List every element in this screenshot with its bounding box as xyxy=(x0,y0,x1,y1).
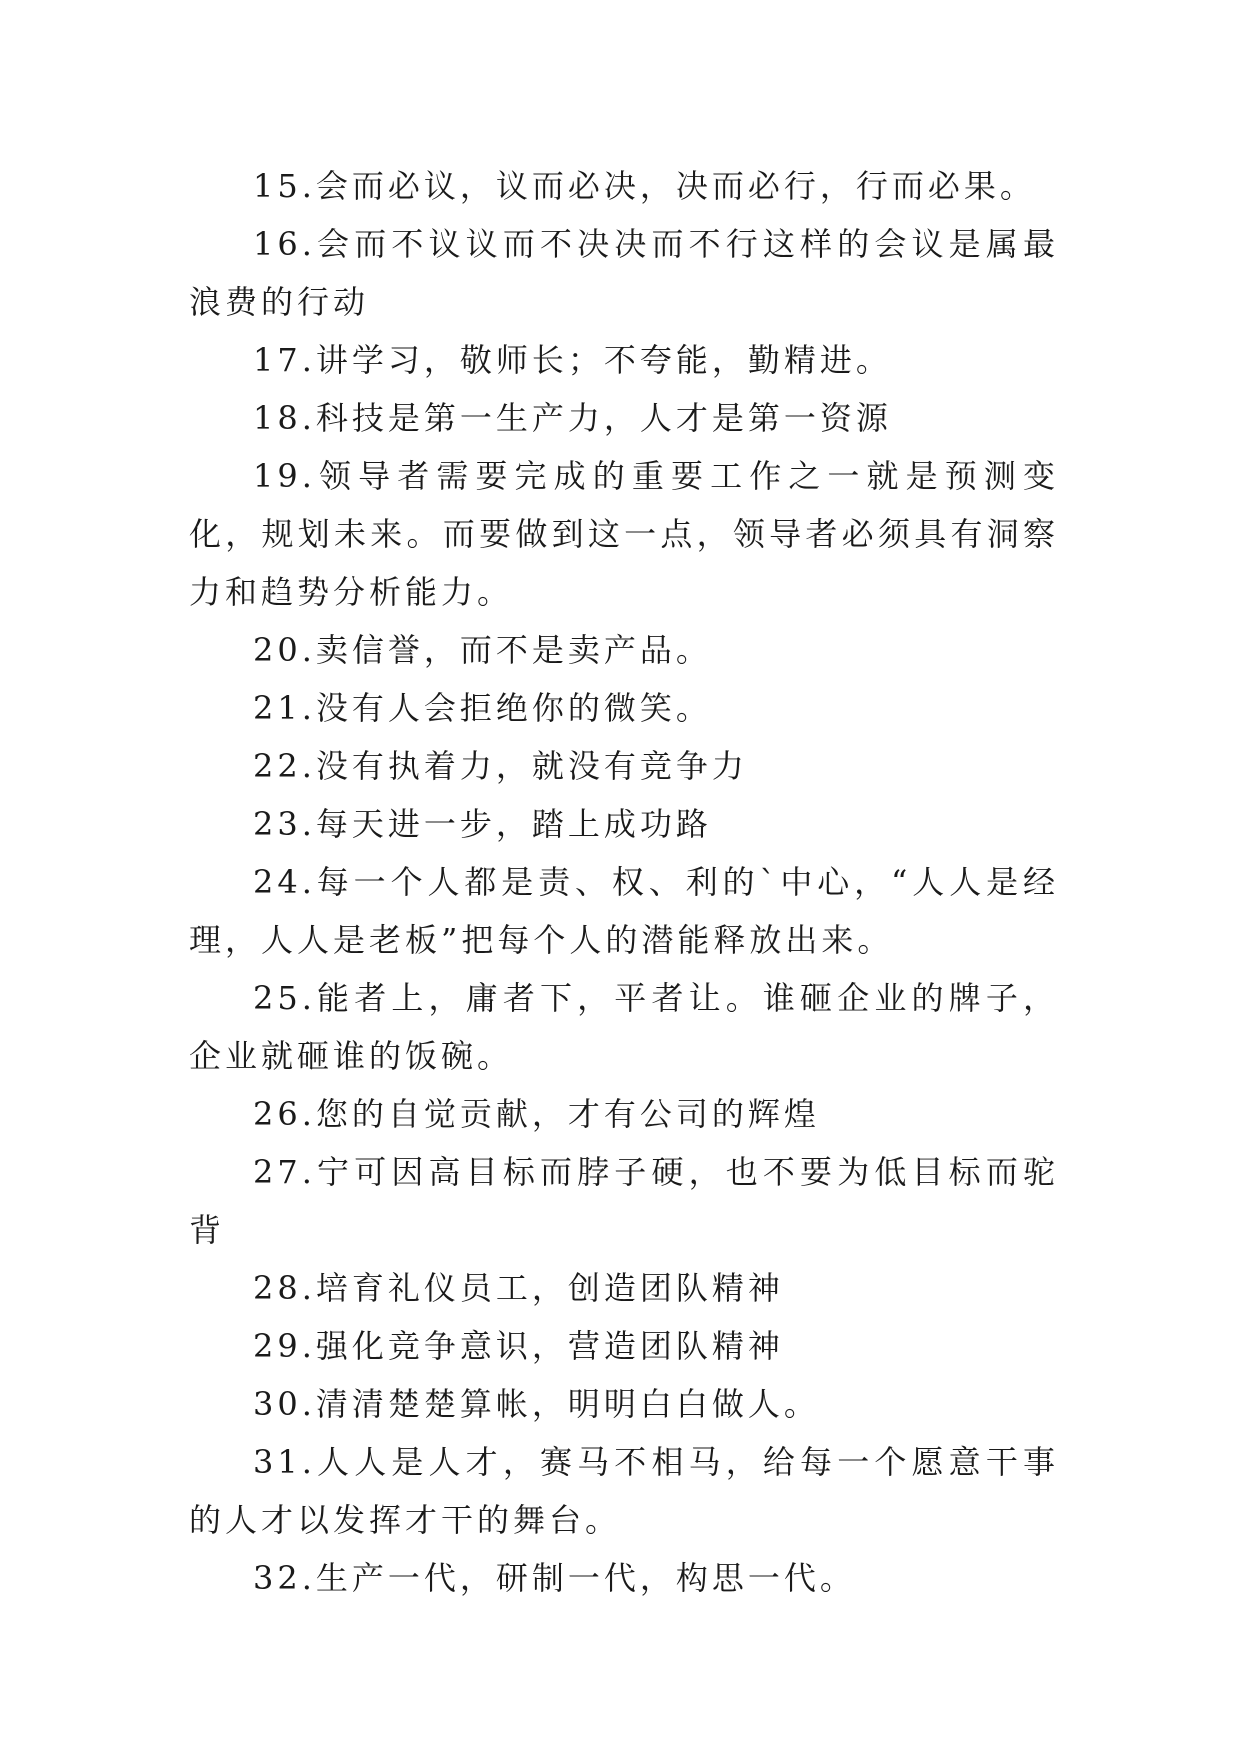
quote-paragraph-19: 19.领导者需要完成的重要工作之一就是预测变化，规划未来。而要做到这一点，领导者必须具有洞察力和趋势分析能力。 xyxy=(189,457,1059,611)
quote-paragraph-27: 27.宁可因高目标而脖子硬，也不要为低目标而驼背 xyxy=(189,1153,1059,1249)
quote-paragraph-32: 32.生产一代，研制一代，构思一代。 xyxy=(253,1559,856,1597)
quote-paragraph-17: 17.讲学习，敬师长；不夸能，勤精进。 xyxy=(253,341,892,379)
quote-paragraph-25: 25.能者上，庸者下，平者让。谁砸企业的牌子，企业就砸谁的饭碗。 xyxy=(189,979,1059,1075)
document-body xyxy=(189,157,1059,1607)
quote-paragraph-26: 26.您的自觉贡献，才有公司的辉煌 xyxy=(253,1095,820,1133)
quote-paragraph-28: 28.培育礼仪员工，创造团队精神 xyxy=(253,1269,784,1307)
quote-paragraph-31: 31.人人是人才，赛马不相马，给每一个愿意干事的人才以发挥才干的舞台。 xyxy=(189,1443,1059,1539)
quote-paragraph-15: 15.会而必议，议而必决，决而必行，行而必果。 xyxy=(253,167,1036,205)
quote-paragraph-16: 16.会而不议议而不决决而不行这样的会议是属最浪费的行动 xyxy=(189,225,1059,321)
quote-paragraph-20: 20.卖信誉，而不是卖产品。 xyxy=(253,631,712,669)
quote-paragraph-22: 22.没有执着力，就没有竞争力 xyxy=(253,747,748,785)
quote-paragraph-18: 18.科技是第一生产力，人才是第一资源 xyxy=(253,399,892,437)
quote-paragraph-30: 30.清清楚楚算帐，明明白白做人。 xyxy=(253,1385,820,1423)
quote-paragraph-23: 23.每天进一步，踏上成功路 xyxy=(253,805,712,843)
quote-paragraph-24: 24.每一个人都是责、权、利的`中心，“人人是经理，人人是老板”把每个人的潜能释放出来。 xyxy=(189,863,1059,959)
quote-paragraph-29: 29.强化竞争意识，营造团队精神 xyxy=(253,1327,784,1365)
quote-paragraph-21: 21.没有人会拒绝你的微笑。 xyxy=(253,689,712,727)
